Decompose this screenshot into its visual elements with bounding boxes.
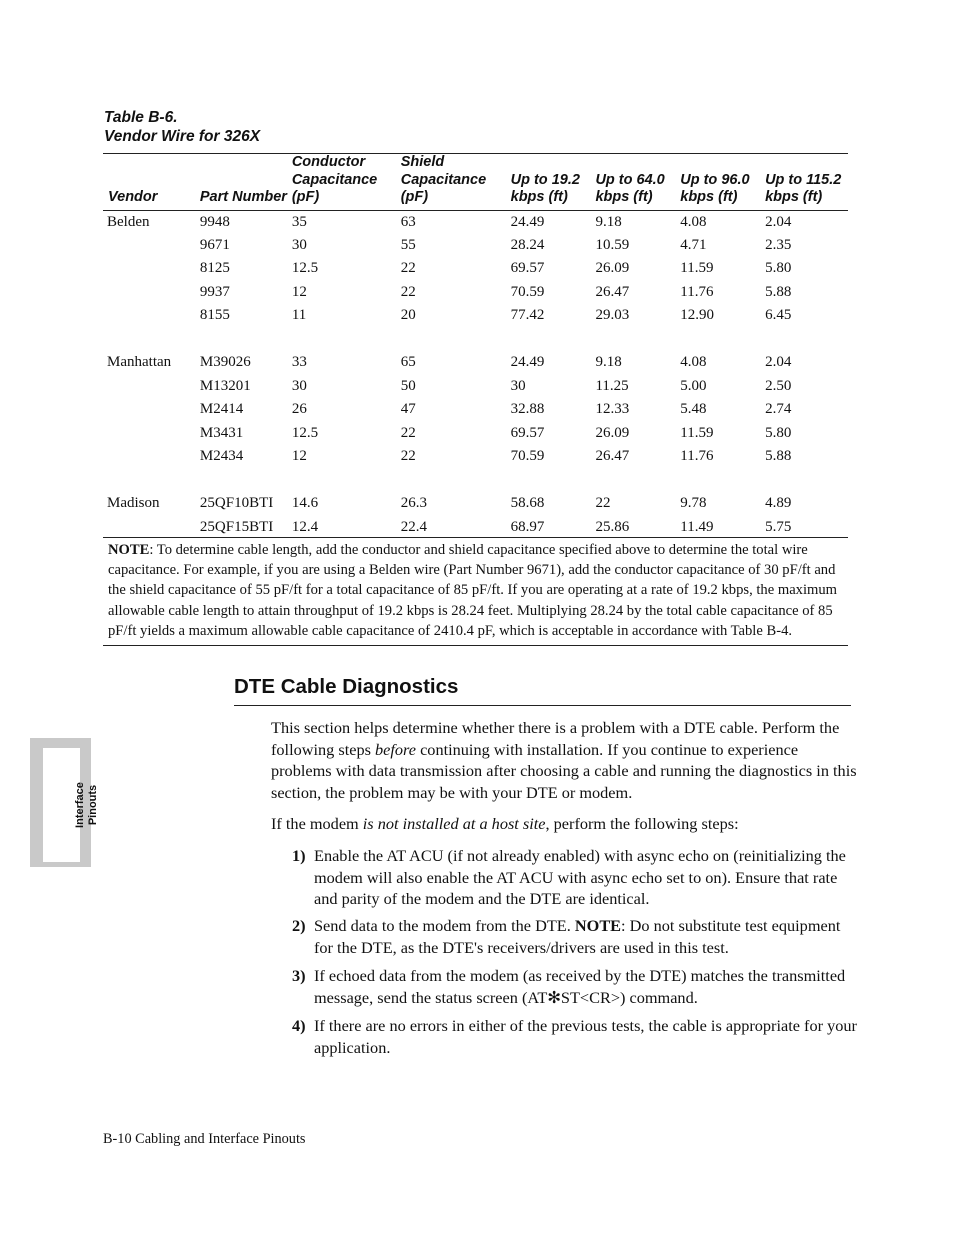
table-cell: 14.6 bbox=[291, 495, 319, 512]
column-header: Up to 96.0 kbps (ft) bbox=[680, 154, 765, 211]
condition-emphasis: is not installed at a host site bbox=[362, 814, 546, 833]
table-cell: 33 bbox=[291, 354, 307, 371]
table-row bbox=[103, 234, 848, 257]
step-number: 3) bbox=[292, 966, 306, 985]
table-cell: 47 bbox=[400, 401, 416, 418]
spacer-cell bbox=[103, 468, 848, 492]
table-cell: 22 bbox=[400, 424, 416, 441]
table-cell: 2.74 bbox=[765, 401, 792, 418]
table-cell: 20 bbox=[400, 307, 416, 324]
vendor-cell bbox=[103, 422, 200, 445]
condition-text-rest: , perform the following steps: bbox=[545, 814, 739, 833]
column-header: Part Number bbox=[200, 154, 292, 211]
table-cell: 63 bbox=[400, 213, 416, 230]
table-cell: 9.18 bbox=[595, 213, 622, 230]
table-cell: 2.35 bbox=[765, 236, 792, 253]
table-cell: 69.57 bbox=[510, 424, 545, 441]
table-cell: 5.48 bbox=[680, 401, 707, 418]
note-text: : To determine cable length, add the conductor and shield capacitance specified above to determine the total wire capacitance. For example, if you are using a Belden wire (Part Number 9671), add the conductor capacitance of 30 pF/ft and the shield capacitance of 55 pF/ft for a total capacitance of 85 pF/ft. If you are operating at a rate of 19.2 kbps, the maximum allowable cable length to attain throughput of 19.2 kbps is 28.24 feet. Multiplying 28.24 by the total cable capacitance of 85 pF/ft yields a maximum allowable cable capacitance of 2410.4 pF, which is acceptable in accordance with Table B-4. bbox=[108, 542, 838, 639]
table-cell: 6.45 bbox=[765, 307, 792, 324]
table-row bbox=[103, 210, 848, 234]
table-cell: M2414 bbox=[199, 401, 244, 418]
vendor-cell bbox=[103, 375, 200, 398]
table-row bbox=[103, 445, 848, 468]
vendor-cell bbox=[103, 516, 200, 539]
table-number: Table B-6. bbox=[104, 109, 178, 126]
note-label: NOTE bbox=[108, 542, 150, 558]
column-header: Shield Capacitance (pF) bbox=[401, 154, 511, 211]
intro-text-rest: continuing with installation. If you continue to experience problems with data transmission after choosing a cable and running the diagnostics in this section, the problem may be with your DTE or modem. bbox=[271, 739, 857, 802]
table-row bbox=[103, 257, 848, 280]
column-header: Conductor Capacitance (pF) bbox=[292, 154, 401, 211]
table-cell: 12 bbox=[291, 283, 307, 300]
page-footer: B-10 Cabling and Interface Pinouts bbox=[103, 1131, 306, 1147]
table-cell: M13201 bbox=[199, 377, 251, 394]
table-cell: 77.42 bbox=[510, 307, 545, 324]
table-cell: 4.08 bbox=[680, 213, 707, 230]
table-cell: 9671 bbox=[199, 236, 230, 253]
table-cell: 70.59 bbox=[510, 283, 545, 300]
vendor-cell: Manhattan bbox=[107, 354, 172, 371]
vendor-wire-table bbox=[103, 153, 848, 539]
table-cell: 11.76 bbox=[680, 283, 714, 300]
step-text: If there are no errors in either of the previous tests, the cable is appropriate for your application. bbox=[314, 1016, 857, 1057]
table-cell: 5.00 bbox=[680, 377, 707, 394]
table-row bbox=[103, 351, 848, 374]
column-header: Up to 19.2 kbps (ft) bbox=[511, 154, 596, 211]
column-header: Up to 115.2 kbps (ft) bbox=[765, 154, 848, 211]
vendor-cell bbox=[103, 304, 200, 327]
table-cell: 69.57 bbox=[510, 260, 545, 277]
table-cell: 4.71 bbox=[680, 236, 707, 253]
table-cell: 65 bbox=[400, 354, 416, 371]
column-header: Vendor bbox=[103, 154, 200, 211]
table-cell: 22 bbox=[400, 283, 416, 300]
table-cell: 24.49 bbox=[510, 354, 545, 371]
vendor-cell bbox=[103, 398, 200, 421]
vendor-cell bbox=[103, 234, 200, 257]
table-cell: 12.5 bbox=[291, 424, 319, 441]
table-cell: 22 bbox=[400, 260, 416, 277]
step-text: If echoed data from the modem (as received by the DTE) matches the transmitted message, send the status screen (AT✻ST<CR>) command. bbox=[314, 966, 846, 1007]
table-cell: 22 bbox=[595, 495, 611, 512]
step-number: 2) bbox=[292, 916, 306, 935]
table-cell: 25QF15BTI bbox=[199, 518, 274, 535]
table-cell: 9948 bbox=[199, 213, 230, 230]
table-row bbox=[103, 375, 848, 398]
group-spacer bbox=[103, 327, 848, 351]
chapter-side-tab bbox=[30, 738, 99, 867]
table-row bbox=[103, 281, 848, 304]
vendor-cell bbox=[103, 445, 200, 468]
table-cell: 5.80 bbox=[765, 424, 792, 441]
vendor-cell: Madison bbox=[107, 495, 160, 512]
section-heading: DTE Cable Diagnostics bbox=[234, 675, 459, 698]
table-cell: 2.50 bbox=[765, 377, 792, 394]
table-cell: 25QF10BTI bbox=[199, 495, 274, 512]
condition-text: If the modem bbox=[271, 814, 363, 833]
table-cell: 26.09 bbox=[595, 260, 630, 277]
table-cell: 11.25 bbox=[595, 377, 629, 394]
vendor-cell bbox=[103, 257, 200, 280]
column-header: Up to 64.0 kbps (ft) bbox=[595, 154, 680, 211]
table-cell: 26.47 bbox=[595, 283, 630, 300]
table-cell: M2434 bbox=[199, 448, 244, 465]
step-text: Enable the AT ACU (if not already enabled) with async echo on (reinitializing the modem will also enable the AT ACU with async echo set to on). Ensure that rate and parity of the modem and the DTE are identical. bbox=[314, 846, 846, 909]
table-cell: 12 bbox=[291, 448, 307, 465]
table-cell: 70.59 bbox=[510, 448, 545, 465]
table-cell: 22.4 bbox=[400, 518, 427, 535]
table-cell: 4.89 bbox=[765, 495, 792, 512]
table-cell: 35 bbox=[291, 213, 307, 230]
table-cell: 30 bbox=[291, 236, 307, 253]
table-cell: 11.59 bbox=[680, 260, 714, 277]
table-caption bbox=[104, 108, 260, 146]
step-number: 4) bbox=[292, 1016, 306, 1035]
table-cell: 26.47 bbox=[595, 448, 630, 465]
table-cell: 26.09 bbox=[595, 424, 630, 441]
table-row bbox=[103, 492, 848, 515]
side-tab-line: Interface bbox=[74, 782, 86, 828]
table-row bbox=[103, 398, 848, 421]
table-cell: 11.49 bbox=[680, 518, 714, 535]
table-cell: 68.97 bbox=[510, 518, 545, 535]
table-cell: 9.78 bbox=[680, 495, 707, 512]
table-cell: 9937 bbox=[199, 283, 230, 300]
table-cell: 4.08 bbox=[680, 354, 707, 371]
table-cell: 8125 bbox=[199, 260, 230, 277]
table-cell: 11 bbox=[291, 307, 307, 324]
step-text-part: Send data to the modem from the DTE. bbox=[314, 916, 575, 935]
step-text bbox=[314, 915, 862, 958]
side-tab-label bbox=[74, 750, 100, 860]
table-body bbox=[103, 210, 848, 539]
table-title: Vendor Wire for 326X bbox=[104, 128, 261, 145]
table-cell: 58.68 bbox=[510, 495, 545, 512]
spacer-cell bbox=[103, 327, 848, 351]
condition-paragraph bbox=[271, 813, 861, 835]
table-cell: 12.33 bbox=[595, 401, 630, 418]
group-spacer bbox=[103, 468, 848, 492]
table-row bbox=[103, 422, 848, 445]
table-note bbox=[103, 537, 848, 646]
table-cell: 2.04 bbox=[765, 213, 792, 230]
table-cell: M3431 bbox=[199, 424, 244, 441]
table-cell: 30 bbox=[291, 377, 307, 394]
table-cell: 25.86 bbox=[595, 518, 630, 535]
table-cell: 11.76 bbox=[680, 448, 714, 465]
side-tab-line: Pinouts bbox=[87, 784, 99, 826]
table-cell: 10.59 bbox=[595, 236, 630, 253]
step-number: 1) bbox=[292, 846, 306, 865]
table-cell: 2.04 bbox=[765, 354, 792, 371]
table-cell: M39026 bbox=[199, 354, 251, 371]
table-cell: 5.75 bbox=[765, 518, 792, 535]
intro-emphasis: before bbox=[375, 739, 417, 759]
vendor-cell: Belden bbox=[107, 213, 150, 230]
table-cell: 30 bbox=[510, 377, 526, 394]
table-cell: 22 bbox=[400, 448, 416, 465]
table-cell: 12.90 bbox=[680, 307, 714, 324]
table-cell: 29.03 bbox=[595, 307, 630, 324]
table-cell: 50 bbox=[400, 377, 416, 394]
table-cell: 32.88 bbox=[510, 401, 545, 418]
table-cell: 12.4 bbox=[291, 518, 319, 535]
section-divider bbox=[234, 705, 851, 706]
table-cell: 8155 bbox=[199, 307, 230, 324]
table-cell: 55 bbox=[400, 236, 416, 253]
table-header-row bbox=[103, 154, 848, 211]
intro-paragraph bbox=[271, 717, 861, 803]
table-cell: 26.3 bbox=[400, 495, 427, 512]
table-cell: 12.5 bbox=[291, 260, 319, 277]
table-row bbox=[103, 516, 848, 539]
table-cell: 5.88 bbox=[765, 448, 792, 465]
table-cell: 5.80 bbox=[765, 260, 792, 277]
table-cell: 28.24 bbox=[510, 236, 545, 253]
step-note-label: NOTE bbox=[574, 916, 622, 935]
intro-text: This section helps determine whether there is a problem with a DTE cable. Perform the following steps bbox=[271, 718, 840, 759]
table-cell: 9.18 bbox=[595, 354, 622, 371]
table-cell: 11.59 bbox=[680, 424, 714, 441]
table-cell: 5.88 bbox=[765, 283, 792, 300]
table-cell: 24.49 bbox=[510, 213, 545, 230]
table-row bbox=[103, 304, 848, 327]
vendor-cell bbox=[103, 281, 200, 304]
step-text-part: : Do not substitute test equipment for the DTE, as the DTE's receivers/drivers are used in this test. bbox=[314, 916, 841, 957]
table-cell: 26 bbox=[291, 401, 307, 418]
